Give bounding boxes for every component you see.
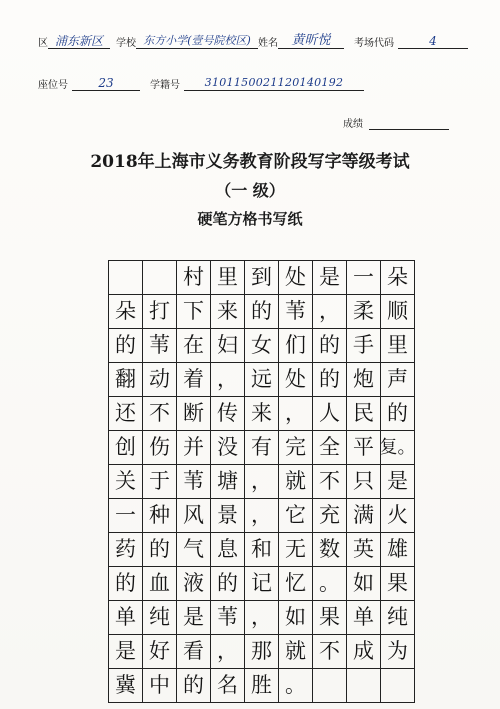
grid-cell: 在 bbox=[177, 329, 211, 363]
header-row-1 bbox=[38, 34, 468, 49]
grid-cell: 伤 bbox=[143, 431, 177, 465]
grid-cell: 创 bbox=[109, 431, 143, 465]
name-label: 姓名 bbox=[258, 38, 278, 49]
grid-cell bbox=[381, 669, 415, 703]
grid-cell: 英 bbox=[347, 533, 381, 567]
grid-cell: 景 bbox=[211, 499, 245, 533]
exam-title: 2018年上海市义务教育阶段写字等级考试 bbox=[90, 152, 410, 172]
grid-cell: 充 bbox=[313, 499, 347, 533]
grid-cell: 液 bbox=[177, 567, 211, 601]
grid-cell: 塘 bbox=[211, 465, 245, 499]
grid-cell: 如 bbox=[347, 567, 381, 601]
grid-cell: 妇 bbox=[211, 329, 245, 363]
grid-cell: 们 bbox=[279, 329, 313, 363]
grid-cell: 声 bbox=[381, 363, 415, 397]
grid-cell: ， bbox=[245, 499, 279, 533]
score-label: 成绩 bbox=[343, 119, 363, 130]
grid-cell: 一 bbox=[109, 499, 143, 533]
grid-cell: 只 bbox=[347, 465, 381, 499]
grid-cell: 着 bbox=[177, 363, 211, 397]
grid-cell bbox=[109, 261, 143, 295]
grid-cell: 。 bbox=[279, 669, 313, 703]
grid-cell: 息 bbox=[211, 533, 245, 567]
grid-cell bbox=[313, 669, 347, 703]
grid-cell: 朵 bbox=[109, 295, 143, 329]
grid-cell: ， bbox=[245, 465, 279, 499]
district-label: 区 bbox=[38, 38, 48, 49]
grid-cell: 的 bbox=[177, 669, 211, 703]
grid-cell: 的 bbox=[313, 329, 347, 363]
grid-cell: 朵 bbox=[381, 261, 415, 295]
grid-cell: 里 bbox=[211, 261, 245, 295]
grid-cell: 还 bbox=[109, 397, 143, 431]
student-id-label: 学籍号 bbox=[150, 80, 180, 91]
grid-cell: 种 bbox=[143, 499, 177, 533]
grid-cell: 数 bbox=[313, 533, 347, 567]
grid-cell: 下 bbox=[177, 295, 211, 329]
grid-cell: 名 bbox=[211, 669, 245, 703]
grid-cell: ， bbox=[211, 363, 245, 397]
grid-cell: 全 bbox=[313, 431, 347, 465]
grid-cell: 到 bbox=[245, 261, 279, 295]
grid-cell: 和 bbox=[245, 533, 279, 567]
grid-cell: 雄 bbox=[381, 533, 415, 567]
grid-cell: 果 bbox=[381, 567, 415, 601]
grid-cell bbox=[347, 669, 381, 703]
grid-cell: 柔 bbox=[347, 295, 381, 329]
grid-cell: 里 bbox=[381, 329, 415, 363]
grid-cell: 处 bbox=[279, 261, 313, 295]
grid-cell: 好 bbox=[143, 635, 177, 669]
grid-cell: 就 bbox=[279, 635, 313, 669]
header-row-2 bbox=[38, 76, 364, 91]
grid-cell: 民 bbox=[347, 397, 381, 431]
grid-cell: 血 bbox=[143, 567, 177, 601]
grid-cell: ， bbox=[313, 295, 347, 329]
grid-cell: 关 bbox=[109, 465, 143, 499]
grid-cell: 风 bbox=[177, 499, 211, 533]
exam-code-field[interactable]: 4 bbox=[398, 34, 468, 49]
grid-cell: 成 bbox=[347, 635, 381, 669]
student-id-field[interactable]: 3101150021120140192 bbox=[184, 76, 364, 91]
grid-cell: 村 bbox=[177, 261, 211, 295]
grid-cell: 。 bbox=[313, 567, 347, 601]
grid-cell: 没 bbox=[211, 431, 245, 465]
score-row bbox=[343, 115, 449, 130]
grid-cell: 单 bbox=[347, 601, 381, 635]
school-label: 学校 bbox=[116, 38, 136, 49]
grid-cell: 人 bbox=[313, 397, 347, 431]
grid-cell: 火 bbox=[381, 499, 415, 533]
school-field[interactable]: 东方小学(壹号院校区) bbox=[136, 34, 258, 49]
grid-cell: 不 bbox=[143, 397, 177, 431]
exam-code-label: 考场代码 bbox=[354, 38, 394, 49]
grid-cell: 气 bbox=[177, 533, 211, 567]
grid-cell: 药 bbox=[109, 533, 143, 567]
grid-cell: 远 bbox=[245, 363, 279, 397]
grid-cell: 翻 bbox=[109, 363, 143, 397]
writing-grid bbox=[108, 260, 415, 703]
grid-cell: 是 bbox=[381, 465, 415, 499]
exam-level: （一 级） bbox=[215, 181, 285, 200]
grid-cell: 女 bbox=[245, 329, 279, 363]
grid-cell: ， bbox=[245, 601, 279, 635]
grid-cell: 苇 bbox=[177, 465, 211, 499]
grid-cell: 如 bbox=[279, 601, 313, 635]
grid-cell: 满 bbox=[347, 499, 381, 533]
grid-cell: 单 bbox=[109, 601, 143, 635]
grid-cell: 平 bbox=[347, 431, 381, 465]
grid-cell: 的 bbox=[245, 295, 279, 329]
grid-cell: 胜 bbox=[245, 669, 279, 703]
grid-cell: 传 bbox=[211, 397, 245, 431]
grid-cell: 的 bbox=[109, 329, 143, 363]
grid-cell: 忆 bbox=[279, 567, 313, 601]
grid-cell: 打 bbox=[143, 295, 177, 329]
grid-cell: 的 bbox=[381, 397, 415, 431]
grid-cell: 动 bbox=[143, 363, 177, 397]
grid-cell: 不 bbox=[313, 635, 347, 669]
grid-cell: 冀 bbox=[109, 669, 143, 703]
grid-cell: 的 bbox=[143, 533, 177, 567]
grid-cell: ， bbox=[211, 635, 245, 669]
grid-cell: 来 bbox=[245, 397, 279, 431]
grid-cell: ， bbox=[279, 397, 313, 431]
grid-cell: 炮 bbox=[347, 363, 381, 397]
grid-cell: 复。 bbox=[381, 431, 415, 465]
seat-label: 座位号 bbox=[38, 80, 68, 91]
grid-cell: 不 bbox=[313, 465, 347, 499]
score-field[interactable] bbox=[369, 129, 449, 130]
grid-cell: 手 bbox=[347, 329, 381, 363]
grid-cell: 一 bbox=[347, 261, 381, 295]
grid-cell bbox=[143, 261, 177, 295]
name-field[interactable]: 黄昕悦 bbox=[278, 34, 344, 49]
grid-cell: 是 bbox=[313, 261, 347, 295]
grid-cell: 的 bbox=[109, 567, 143, 601]
grid-cell: 的 bbox=[211, 567, 245, 601]
grid-cell: 断 bbox=[177, 397, 211, 431]
grid-cell: 的 bbox=[313, 363, 347, 397]
grid-cell: 完 bbox=[279, 431, 313, 465]
grid-cell: 中 bbox=[143, 669, 177, 703]
grid-cell: 看 bbox=[177, 635, 211, 669]
grid-cell: 于 bbox=[143, 465, 177, 499]
grid-cell: 来 bbox=[211, 295, 245, 329]
grid-cell: 为 bbox=[381, 635, 415, 669]
grid-cell: 纯 bbox=[143, 601, 177, 635]
paper-subtitle: 硬笔方格书写纸 bbox=[197, 210, 303, 228]
grid-cell: 有 bbox=[245, 431, 279, 465]
grid-cell: 是 bbox=[177, 601, 211, 635]
district-field[interactable]: 浦东新区 bbox=[48, 34, 110, 49]
grid-cell: 果 bbox=[313, 601, 347, 635]
grid-cell: 苇 bbox=[143, 329, 177, 363]
grid-cell: 是 bbox=[109, 635, 143, 669]
seat-field[interactable]: 23 bbox=[72, 76, 140, 91]
grid-cell: 那 bbox=[245, 635, 279, 669]
grid-cell: 它 bbox=[279, 499, 313, 533]
grid-cell: 纯 bbox=[381, 601, 415, 635]
grid-cell: 并 bbox=[177, 431, 211, 465]
grid-cell: 顺 bbox=[381, 295, 415, 329]
grid-cell: 处 bbox=[279, 363, 313, 397]
grid-cell: 记 bbox=[245, 567, 279, 601]
grid-cell: 无 bbox=[279, 533, 313, 567]
grid-cell: 苇 bbox=[211, 601, 245, 635]
grid-cell: 就 bbox=[279, 465, 313, 499]
grid-cell: 苇 bbox=[279, 295, 313, 329]
